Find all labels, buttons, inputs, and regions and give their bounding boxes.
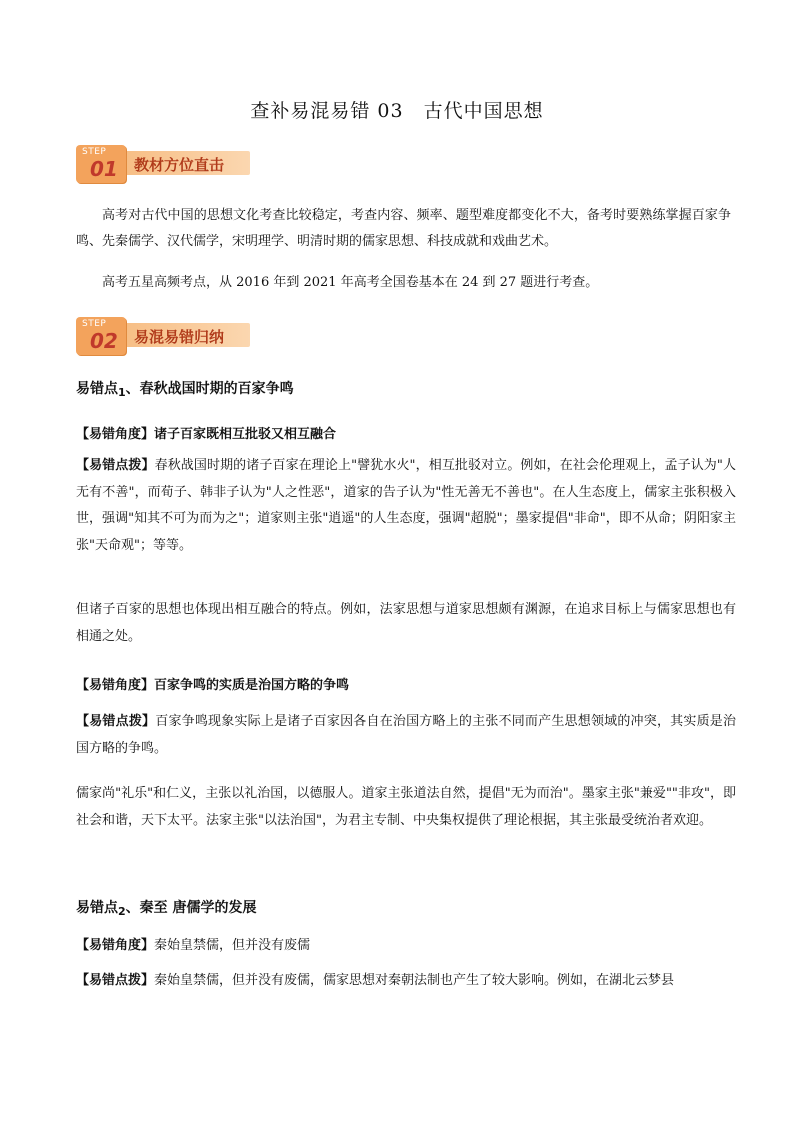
p1-tip-1-extra: 但诸子百家的思想也体现出相互融合的特点。例如，法家思想与道家思想颇有渊源，在追求目标上与儒家思想也有相通之处。 <box>76 602 736 644</box>
error-point-title: 、秦至 唐儒学的发展 <box>125 900 257 916</box>
step-title: 教材方位直击 <box>134 156 225 174</box>
angle-tag: 【易错角度】 <box>76 938 155 953</box>
p2-angle-1 <box>76 933 736 960</box>
tip-tag: 【易错点拨】 <box>76 973 155 988</box>
p1-tip-2-extra: 儒家尚"礼乐"和仁义，主张以礼治国，以德服人。道家主张道法自然，提倡"无为而治"。墨家主张"兼爱""非攻"，即社会和谐，天下太平。法家主张"以法治国"，为君主专制、中央集权提供了理论根据，其主张最受统治者欢迎。 <box>76 786 736 828</box>
step-02-banner <box>76 317 266 357</box>
tip-text: 秦始皇禁儒，但并没有废儒，儒家思想对秦朝法制也产生了较大影响。例如，在湖北云梦县 <box>154 973 675 988</box>
angle-text: 诸子百家既相互批驳又相互融合 <box>154 427 337 442</box>
p1-angle-2 <box>76 673 736 700</box>
step-number: 02 <box>90 329 118 353</box>
error-point-1-heading <box>76 378 294 399</box>
step-number: 01 <box>90 157 118 181</box>
step-badge <box>76 145 126 183</box>
p2-tip-1 <box>76 968 736 995</box>
step-badge <box>76 317 126 355</box>
angle-text: 秦始皇禁儒，但并没有废儒 <box>154 938 311 953</box>
intro-paragraph-2: 高考五星高频考点，从 2016 年到 2021 年高考全国卷基本在 24 到 27 题进行考查。 <box>102 275 599 290</box>
p1-tip-2 <box>76 709 736 762</box>
step-label: STEP <box>82 147 107 157</box>
page-title: 查补易混易错 03 古代中国思想 <box>250 100 544 122</box>
p1-tip-1 <box>76 453 736 559</box>
step-01-banner <box>76 145 266 185</box>
error-point-prefix: 易错点 <box>76 381 118 397</box>
angle-text: 百家争鸣的实质是治国方略的争鸣 <box>154 678 350 693</box>
error-point-number: 1 <box>118 386 126 399</box>
tip-tag: 【易错点拨】 <box>76 714 156 729</box>
angle-tag: 【易错角度】 <box>76 427 155 442</box>
error-point-2-heading <box>76 897 257 918</box>
p1-angle-1 <box>76 422 736 449</box>
error-point-number: 2 <box>118 905 126 918</box>
tip-text: 春秋战国时期的诸子百家在理论上"譬犹水火"，相互批驳对立。例如，在社会伦理观上，孟子认为"人无有不善"，而荀子、韩非子认为"人之性恶"，道家的告子认为"性无善无不善也"。在人生态度上，儒家主张积极入世，强调"知其不可为而为之"；道家则主张"逍遥"的人生态度，强调"超脱"；墨家提倡"非命"，即不从命；阴阳家主张"天命观"；等等。 <box>76 458 736 553</box>
tip-tag: 【易错点拨】 <box>76 458 155 473</box>
intro-paragraph-1: 高考对古代中国的思想文化考查比较稳定，考查内容、频率、题型难度都变化不大，备考时要熟练掌握百家争鸣、先秦儒学、汉代儒学，宋明理学、明清时期的儒家思想、科技成就和戏曲艺术。 <box>76 208 731 249</box>
tip-text: 百家争鸣现象实际上是诸子百家因各自在治国方略上的主张不同而产生思想领域的冲突，其实质是治国方略的争鸣。 <box>76 714 736 756</box>
step-label: STEP <box>82 319 107 329</box>
angle-tag: 【易错角度】 <box>76 678 155 693</box>
step-title: 易混易错归纳 <box>134 328 225 346</box>
error-point-title: 、春秋战国时期的百家争鸣 <box>125 381 294 397</box>
error-point-prefix: 易错点 <box>76 900 118 916</box>
